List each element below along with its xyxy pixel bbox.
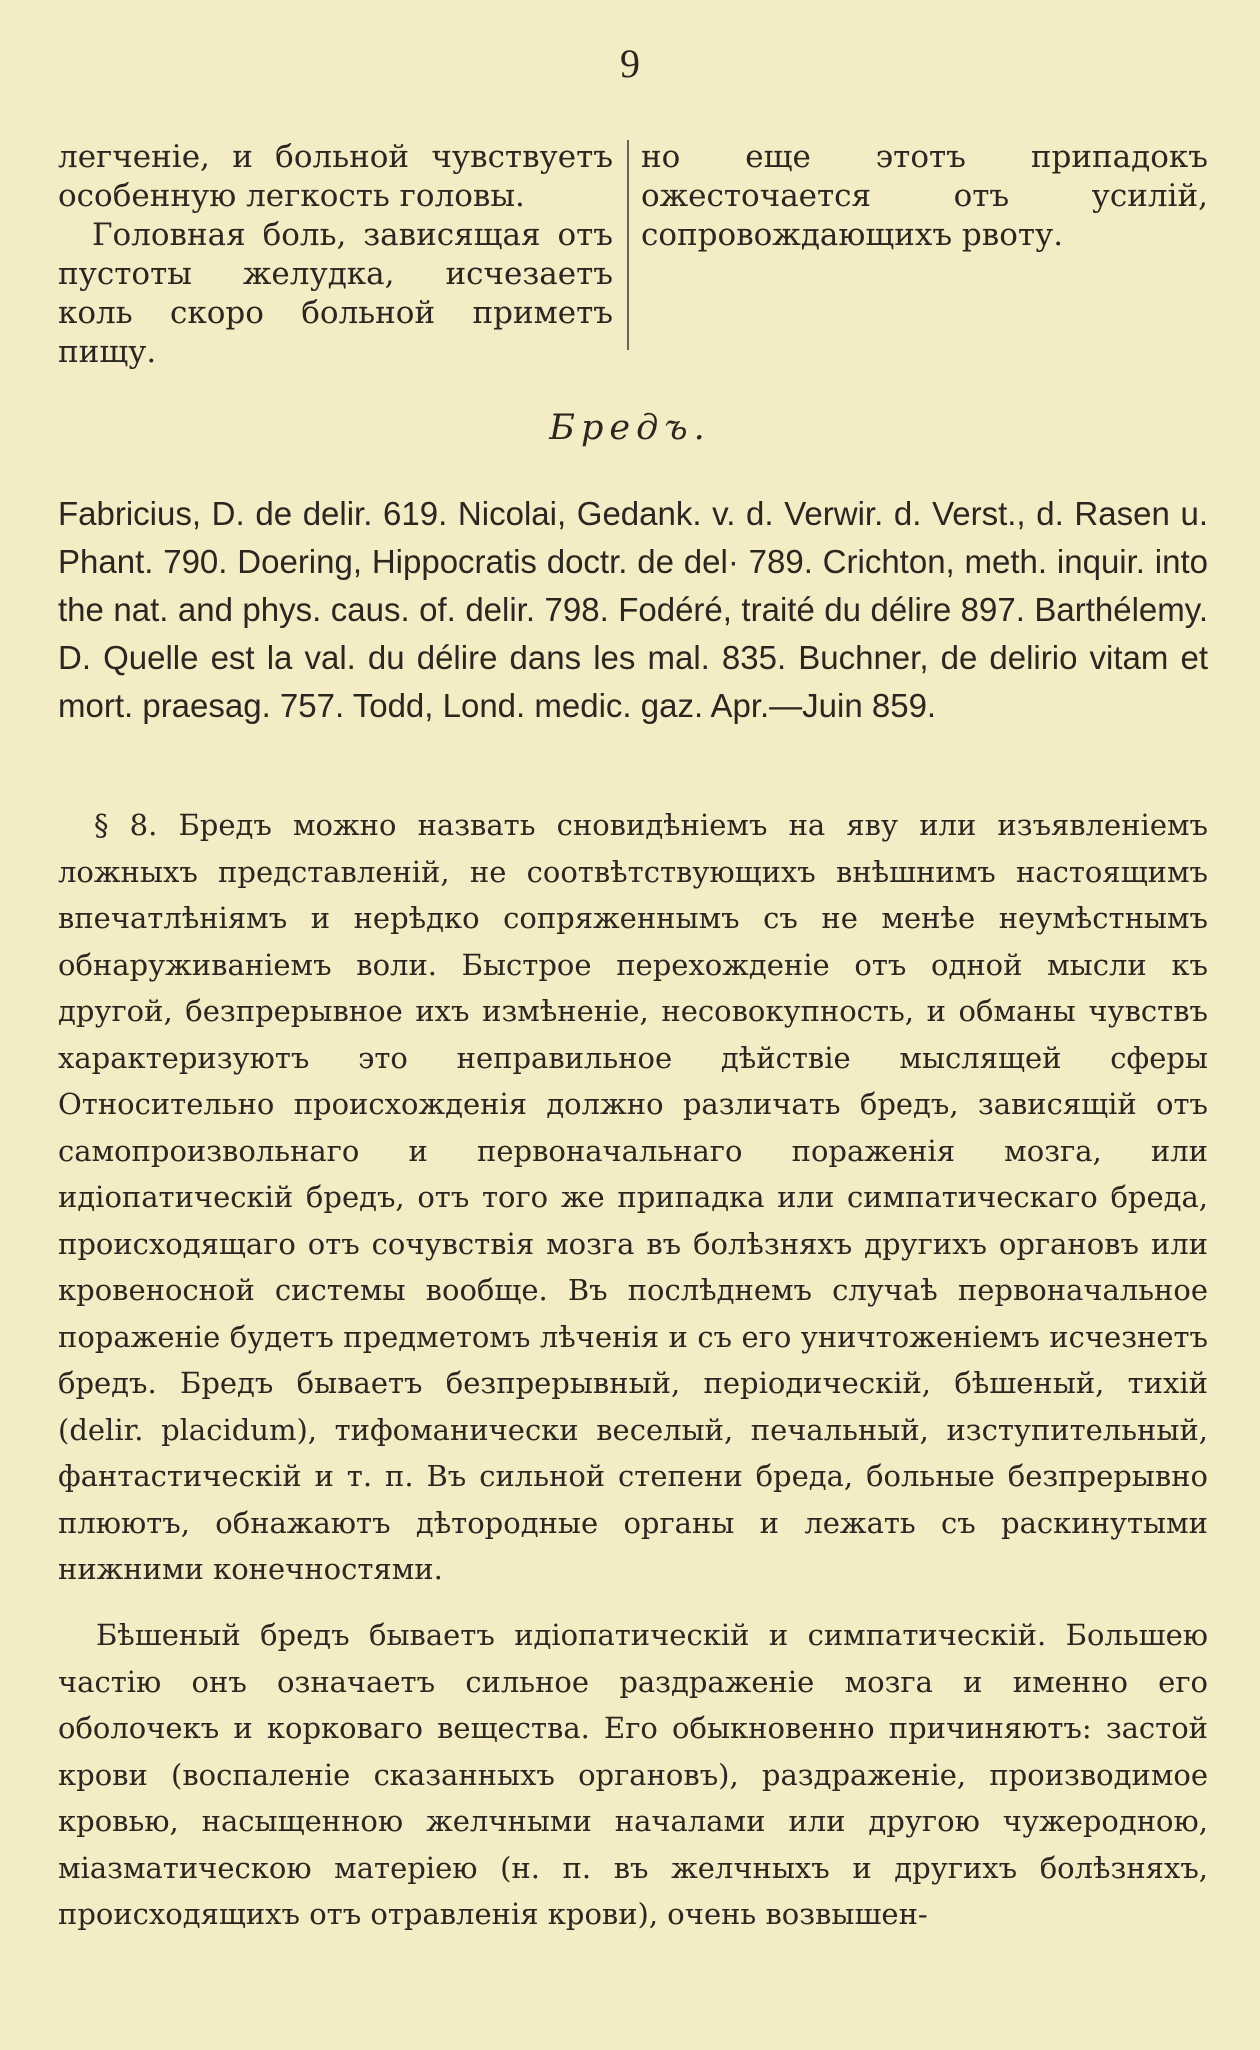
page-number: 9: [620, 41, 640, 86]
right-column: [641, 138, 1208, 255]
body-paragraph-1: § 8. Бредъ можно назвать сновидѣніемъ на яву или изъявленіемъ ложныхъ представленій, не соотвѣтствующихъ внѣшнимъ настоящимъ впечатлѣніямъ и нерѣдко сопряженнымъ съ не менѣе неумѣстнымъ обнаруживаніемъ воли. Быстрое перехожденіе отъ одной мысли къ другой, безпрерывное ихъ измѣненіе, несовокупность, и обманы чувствъ характеризуютъ это неправильное дѣйствіе мыслящей сферы Относительно происхожденія должно различать бредъ, зависящій отъ самопроизвольнаго и первоначальнаго пораженія мозга, или идіопатическій бредъ, отъ того же припадка или симпатическаго бреда, происходящаго отъ сочувствія мозга въ болѣзняхъ другихъ органовъ или кровеносной системы вообще. Въ послѣднемъ случаѣ первоначальное пораженіе будетъ предметомъ лѣченія и съ его уничтоженіемъ исчезнетъ бредъ. Бредъ бываетъ безпрерывный, періодическій, бѣшеный, тихій (delir. placidum), тифоманически веселый, печальный, изступительный, фантастическій и т. п. Въ сильной степени бреда, больные безпрерывно плюютъ, обнажаютъ дѣтородные органы и лежать съ раскинутыми нижними конечностями.: [58, 808, 1208, 1586]
left-column-continuation: легченіе, и больной чувствуетъ особенную легкость головы.: [58, 139, 613, 214]
right-column-paragraph: но еще этотъ припадокъ ожесточается отъ усилій, сопровождающихъ рвоту.: [641, 139, 1208, 253]
left-column: [58, 138, 613, 372]
section-title: Бредъ.: [549, 408, 711, 448]
references-list: Fabricius, D. de delir. 619. Nicolai, Gedank. v. d. Verwir. d. Verst., d. Rasen u. Phant. 790. Doering, Hippocratis doctr. de del· 789. Crichton, meth. inquir. into the nat. and phys. caus. of. delir. 798. Fodéré, traité du délire 897. Barthélemy. D. Quelle est la val. du délire dans les mal. 835. Buchner, de delirio vitam et mort. praesag. 757. Todd, Lond. medic. gaz. Apr.—Juin 859.: [58, 495, 1208, 724]
column-divider: [627, 140, 629, 350]
left-column-paragraph: Головная боль, зависящая отъ пустоты желудка, исчезаетъ коль скоро больной приметъ пищу.: [58, 217, 613, 370]
two-column-section: [58, 138, 1208, 370]
body-paragraph-2: Бѣшеный бредъ бываетъ идіопатическій и симпатическій. Большею частію онъ означаетъ сильное раздраженіе мозга и именно его оболочекъ и корковаго вещества. Его обыкновенно причиняютъ: застой крови (воспаленіе сказанныхъ органовъ), раздраженіе, производимое кровью, насыщенною желчными началами или другою чужеродною, міазматическою матеріею (н. п. въ желчныхъ и другихъ болѣзняхъ, происходящихъ отъ отравленія крови), очень возвышен-: [58, 1618, 1208, 1931]
